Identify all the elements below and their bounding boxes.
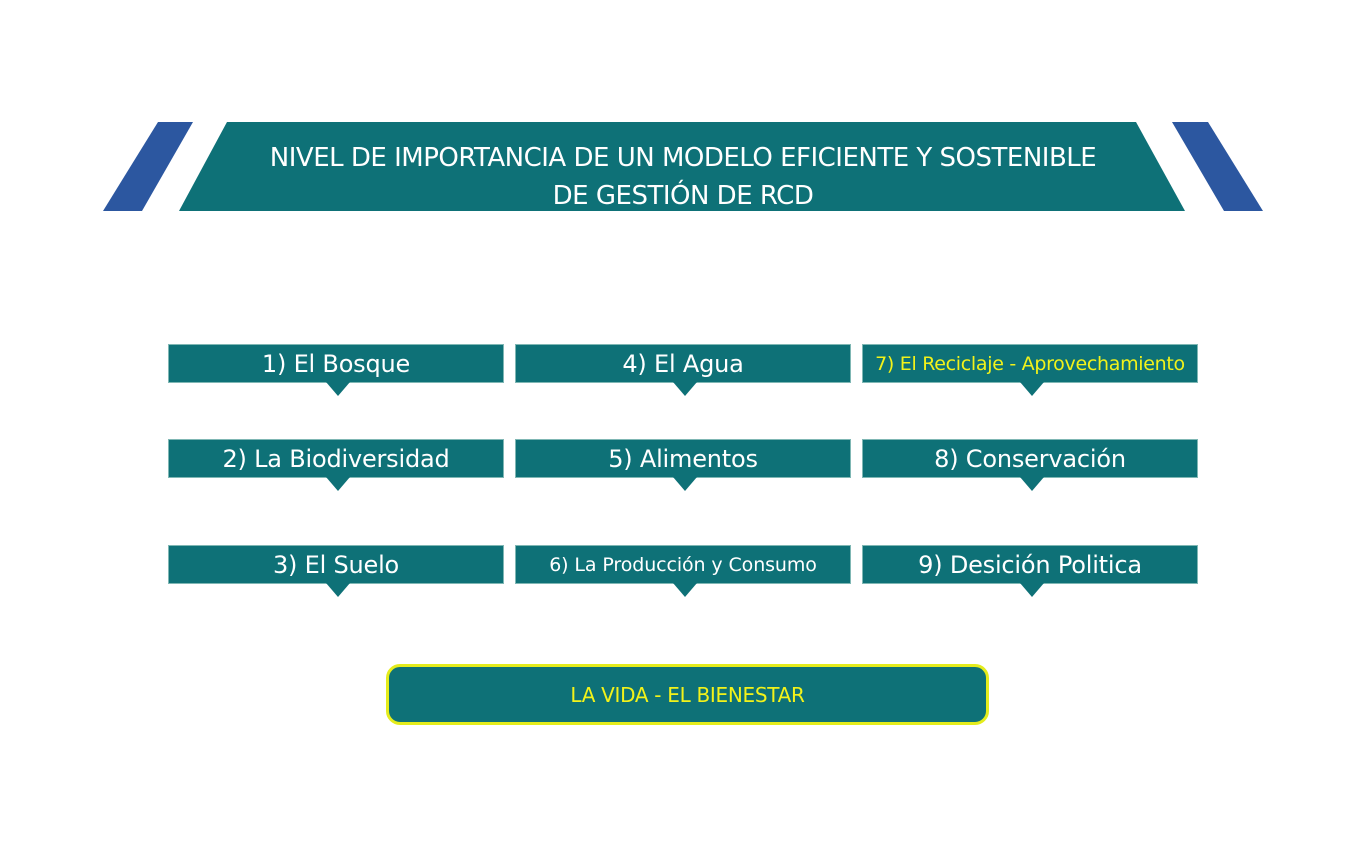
factor-label-highlighted: 7) El Reciclaje - Aprovechamiento (875, 352, 1185, 375)
factor-card-3 (168, 545, 504, 597)
factor-card-8 (862, 439, 1198, 491)
factor-label: 8) Conservación (934, 444, 1126, 473)
factor-card-body (515, 439, 851, 478)
factor-card-body (862, 344, 1198, 383)
left-blue-stripe (103, 122, 193, 211)
factor-card-body (168, 439, 504, 478)
factor-card-body (515, 545, 851, 584)
factor-card-4 (515, 344, 851, 396)
factor-card-body (168, 344, 504, 383)
title-banner (0, 0, 1366, 230)
factor-card-7 (862, 344, 1198, 396)
factor-card-2 (168, 439, 504, 491)
down-arrow-icon (1020, 477, 1044, 491)
factor-card-9 (862, 545, 1198, 597)
down-arrow-icon (673, 382, 697, 396)
result-box (386, 664, 989, 725)
factor-label: 9) Desición Politica (918, 550, 1142, 579)
factor-card-5 (515, 439, 851, 491)
factor-label: 6) La Producción y Consumo (549, 553, 817, 576)
factor-card-body (168, 545, 504, 584)
page-title (190, 139, 1176, 215)
factor-label: 4) El Agua (622, 349, 744, 378)
factor-card-6 (515, 545, 851, 597)
down-arrow-icon (1020, 382, 1044, 396)
result-label: LA VIDA - EL BIENESTAR (570, 682, 805, 707)
title-line-1: NIVEL DE IMPORTANCIA DE UN MODELO EFICIENTE Y SOSTENIBLE (269, 143, 1097, 173)
factor-card-body (862, 545, 1198, 584)
factor-card-1 (168, 344, 504, 396)
factor-card-body (515, 344, 851, 383)
down-arrow-icon (326, 382, 350, 396)
down-arrow-icon (326, 583, 350, 597)
factor-label: 5) Alimentos (608, 444, 758, 473)
down-arrow-icon (673, 583, 697, 597)
factor-card-body (862, 439, 1198, 478)
title-line-2: DE GESTIÓN DE RCD (552, 181, 814, 211)
right-blue-stripe (1172, 122, 1263, 211)
down-arrow-icon (673, 477, 697, 491)
down-arrow-icon (326, 477, 350, 491)
factor-label: 3) El Suelo (272, 550, 400, 579)
factor-label: 2) La Biodiversidad (222, 444, 450, 473)
down-arrow-icon (1020, 583, 1044, 597)
factor-label: 1) El Bosque (261, 349, 411, 378)
